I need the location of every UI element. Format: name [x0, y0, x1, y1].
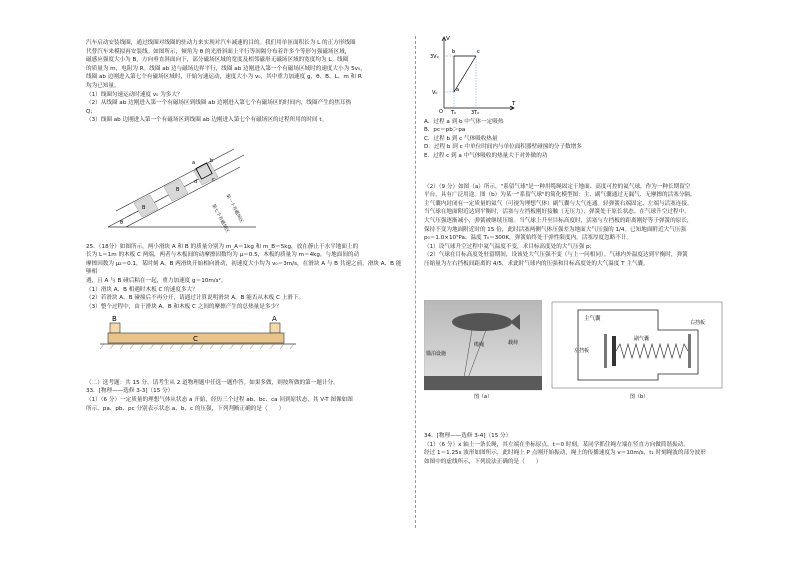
spring: [616, 344, 688, 358]
corner-label: c: [212, 176, 215, 183]
option-a: A．过程 a 到 b 中气体一定吸热: [424, 118, 504, 125]
field-label: B: [142, 204, 146, 211]
question-33-title: 33．[物理——选修 3-3]（15 分）: [86, 388, 174, 395]
text-line: 保持不变为地面附近时的 15 倍，此时活塞两侧气体压强差为地面大气压强的 1/4。已知地面附近大气压强: [424, 226, 686, 233]
point-label: b: [452, 49, 456, 55]
text-line: 汽车启动安装线圈，通过线圈对线圈的驻动力来实现对汽车减速的目的。我们用单匝面积长为 L 的正方形线圈: [86, 40, 356, 46]
left-plate: [604, 334, 607, 368]
payload-label: 载荷: [508, 340, 519, 346]
text-line: 代替汽车来模拟再安装线。如图所示，倾角为 θ 的光滑斜面上平行等间隔分布着许多个等形匀强磁场区域，: [86, 48, 351, 55]
board-c-label: C: [193, 335, 198, 344]
sub-question: （1）线圈匀速运动时速度 v₀ 为多大？: [86, 91, 183, 98]
text-line: 的质量为 m，电阻为 R。线圈 ab 边与磁场边界平行，线圈 ab 边刚进入第一个有磁场区域时的速度大小为 5v₀，: [86, 65, 366, 72]
block-a-label: A: [272, 315, 277, 324]
text-line: 25．（18分）如图所示，两小滑块 A 和 B 的质量分别为 m_A＝1kg 和 m_B＝5kg，放在静止于水平地面上的: [86, 243, 359, 250]
origin-label: O: [439, 109, 443, 114]
corner-label: a: [192, 159, 196, 166]
y-tick-label: 3V₀: [430, 54, 439, 60]
sub-question: （1）设气球升空过程中氦气温度不变，求目标高度处的大气压强 p；: [424, 243, 596, 250]
figure-a-caption: 图（a）: [474, 394, 493, 400]
x-tick-label: 3T₀: [471, 110, 480, 114]
question-34-text: [424, 432, 750, 466]
point-label: a: [456, 87, 460, 93]
option-e: E．过程 c 到 a 中气体吸收的热量大于对外做的功: [424, 152, 548, 159]
text-line: 线圈 ab 边刚进入第七个有磁场区域时，开始匀速运动，速度大小为 v₀，其中重力加速度 g，θ、B、L、m 和 R: [86, 74, 362, 81]
region-label: 第七个有磁场区: [210, 203, 230, 234]
left-column: [86, 39, 406, 413]
y-tick-label: V₀: [432, 90, 438, 96]
text-line: p₀＝1.0×10⁵Pa、温度 T₀＝300K，弹簧始终处于弹性限度内，活塞厚度忽略不计。: [424, 235, 633, 242]
text-line: 摩擦因数为 μ₂＝0.1，某时刻 A、B 两滑块开始相向滑动，初速度大小均为 v₀＝3m/s，在滑块 A 与 B 共速之前，滑块 A、B 能够相: [86, 260, 402, 276]
point-label: c: [477, 49, 480, 55]
option-d: D．过程 b 到 c 中单位时间内与单位面积器壁碰撞的分子数增多: [424, 144, 582, 151]
angle-label: θ: [120, 219, 124, 226]
anchor-label: 锚泊设施: [426, 351, 447, 357]
answer-options: [424, 118, 750, 161]
block-a: [270, 323, 280, 333]
sub-question: Q；: [86, 108, 96, 115]
right-plate: [688, 334, 691, 368]
magnetic-region: [134, 195, 158, 217]
sub-question: 压缩量为左右挡板间距离的 4/5，求此时气球内的压强和目标高度处的大气温度 T 主气囊。: [424, 260, 649, 267]
sub-question: （2）从线圈 ab 边刚进入第一个有磁场区到线圈 ab 边刚进入第七个有磁场区的时间内，线圈产生的焦耳热: [86, 100, 352, 107]
option-c: C．过程 b 到 c 气体吸收热量: [424, 135, 498, 142]
field-label: B: [176, 186, 180, 193]
text-line: （1）（6 分）x 轴上一条长绳，其左端在坐标原点，t＝0 时刻，某同学抓住绳左端在竖直方向做简谐振动，: [424, 441, 689, 448]
t-axis-label: T: [512, 101, 516, 107]
text-line: 所示，pa、pb、pc 分别表示状态 a、b、c 的压强，下列判断正确的是（ ）: [86, 405, 285, 412]
ground-hatching: [100, 344, 294, 349]
incline-magnetic-figure: [106, 127, 256, 237]
sub-question: （2）若滑块 A、B 碰撞后不再分开，请通过计算说明滑块 A、B 能否从木板 C 上滑下。: [86, 295, 305, 302]
elective-section: [86, 379, 406, 413]
corner-label: b: [210, 157, 214, 164]
text-line: 均为已知量。: [86, 82, 120, 89]
balloon-shape: [452, 313, 512, 331]
sub-chamber-label: 副气囊: [634, 336, 650, 342]
main-chamber-label: 主气囊: [584, 316, 601, 322]
text-line: （2）（9 分）如图（a）所示，"系留气球"是一种用缆绳固定于地面、高度可控的氦气球，作为一种长期留空: [424, 183, 691, 190]
vt-graph: [424, 34, 520, 114]
ground-strip: [424, 376, 542, 390]
v-axis-label: V: [446, 36, 450, 42]
text-line: 如图中的虚线所示，下列说法正确的是（ ）: [424, 458, 542, 465]
section-title: （二）选考题：共 15 分。请考生从 2 道物理题中任选一题作答。如果多做，则按所做的第一题计分。: [86, 379, 339, 386]
x-tick-label: T₀: [451, 110, 457, 114]
text-line: 遇，且 A 与 B 碰后粘在一起，重力加速度 g＝10m/s²。: [86, 277, 227, 284]
blocks-board-figure: [100, 315, 300, 355]
figure-b-caption: 图（b）: [630, 394, 649, 400]
corner-label: d: [194, 178, 198, 185]
incline-lower-rail: [116, 149, 234, 211]
column-divider: [415, 36, 416, 528]
piston: [612, 336, 616, 366]
block-b-label: B: [112, 315, 117, 324]
figure-a-balloon-photo: [424, 300, 542, 400]
question-33-part2: [424, 183, 750, 269]
text-line: 磁感应强度大小为 B，方向垂直斜面向下，部分磁场区域的宽度及相邻磁形无磁场区域的宽度均为 L。线圈: [86, 57, 349, 64]
figure-b-balloon-model: [548, 300, 728, 400]
sub-question: （3）整个过程中，由于滑块 A、B 和木板 C 之间的摩擦产生的总热量是多少？: [86, 303, 282, 310]
text-line: 平台，具有广泛用途。图（b）为某一"系留气球"的简化模型图：主、副气囊通过无漏气、无摩擦的活塞分隔，: [424, 192, 696, 199]
option-b: B．pc＝pb＞pa: [424, 127, 466, 134]
text-line: 主气囊内封闭有一定质量的氦气（可视为理想气体）副气囊与大气连通。轻弹簧右端固定、左端与活塞连接。: [424, 200, 693, 207]
sub-question: （1）滑块 A、B 相遇时木板 C 的速度多大？: [86, 286, 198, 293]
text-line: 经过 1＝1.25s 波形如图所示，此时绳上 P 点刚开始振动，绳上的传播速度为 v＝10m/s，t₁ 时刻绳波的部分波形: [424, 450, 706, 457]
sub-question: （3）线圈 ab 边刚进入第一个有磁场区到线圈 ab 边刚进入第七个有磁场区的过程所用的时间 t。: [86, 117, 328, 124]
left-plate-label: 左挡板: [574, 348, 590, 354]
text-line: （1）（6 分）一定质量的理想气体从状态 a 开始，经历三个过程 ab、bc、ca 回到原状态，其 V-T 图像如图: [86, 397, 353, 404]
right-column: [424, 34, 750, 465]
text-line: 当气球在地面附近达到平衡时，活塞与左挡板刚好接触（无压力），弹簧处于原长状态。在气球升空过程中，: [424, 209, 690, 216]
text-line: 大气压强逐渐减小，弹簧被继续压缩。当气球上升至目标高度时，活塞与左挡板的距离刚好等于弹簧的原长，: [424, 217, 693, 224]
question-25-text: [86, 243, 406, 312]
block-b: [110, 323, 120, 333]
sub-question: （2）气球在目标高度处驻留期间，设该处大气压强不变（与上一问相同）。气球内外温度达到平衡时，弹簧: [424, 252, 688, 259]
question-24-text: [86, 39, 406, 125]
right-plate-label: 右挡板: [690, 320, 706, 326]
question-34-title: 34．[物理——选修 3-4]（15 分）: [424, 433, 512, 439]
figure-frame: [552, 302, 722, 388]
region-label: 第一个有磁场区: [224, 193, 244, 224]
text-line: 长为 L＝1m 的木板 C 两端，两者与木板间的动摩擦因数均为 μ＝0.5，木板的质量为 m＝4kg，与地面间的动: [86, 252, 360, 259]
cable-label: 缆绳: [474, 342, 485, 348]
